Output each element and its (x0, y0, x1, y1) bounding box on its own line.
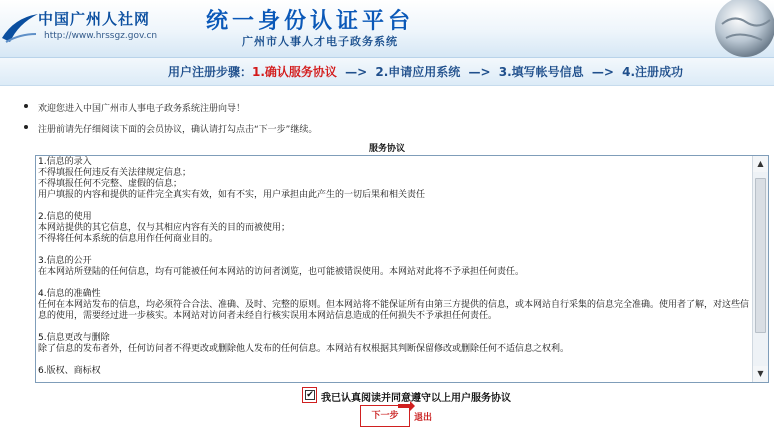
scroll-down-icon[interactable]: ▼ (753, 366, 768, 382)
step-separator: —> (345, 65, 368, 79)
step-1-current: 1.确认服务协议 (252, 65, 337, 79)
step-2: 2.申请应用系统 (375, 65, 461, 79)
step-4: 4.注册成功 (622, 65, 684, 79)
scroll-up-icon[interactable]: ▲ (753, 156, 768, 172)
logo-swoosh-icon (0, 8, 40, 48)
globe-icon (712, 0, 774, 58)
step-separator: —> (468, 65, 491, 79)
agreement-title: 服务协议 (368, 144, 405, 154)
platform-subtitle: 广州市人事人才电子政务系统 (242, 35, 398, 48)
agree-label[interactable]: 我已认真阅读并同意遵守以上用户服务协议 (321, 393, 511, 404)
site-header (0, 0, 774, 58)
instruction-notice (38, 122, 317, 135)
next-button[interactable]: 下一步 (364, 409, 406, 423)
step-separator: —> (591, 65, 614, 79)
steps-prefix: 用户注册步骤： (168, 65, 253, 79)
checkbox-highlight (302, 387, 317, 403)
agreement-textarea[interactable] (35, 155, 769, 383)
platform-title: 统一身份认证平台 (206, 8, 415, 34)
step-3: 3.填写帐号信息 (498, 65, 584, 79)
agreement-text: 1.信息的录入 不得填报任何违反有关法律规定信息； 不得填报任何不完整、虚假的信息； 用户填报的内容和提供的证件完全真实有效，如有不实，用户承担由此产生的一切后果和相关责任 2.信息的使用 本网站提供的其它信息，仅与其相应内容有关的目的而被使用； 不得将任何本系统的信息用作任何商业目的。 3.信息的公开 在本网站所登陆的任何信息，均有可能被任何本网站的访问者浏览，也可能被错误使用。本网站对此将不予承担任何责任。 4.信息的准确性 任何在本网站发布的信息，均必须符合合法、准确、及时、完整的原则。但本网站将不能保证所有由第三方提供的信息，或本网站自行采集的信息完全准确。使用者了解，对这些信息的使用，需要经过进一步核实。本网站对访问者未经自行核实误用本网站信息造成的任何损失不予承担任何责任。 5.信息更改与删除 除了信息的发布者外，任何访问者不得更改或删除他人发布的任何信息。本网站有权根据其判断保留修改或删除任何不适信息之权利。 6.版权、商标权 (38, 157, 750, 376)
bullet-icon (24, 104, 28, 108)
pointer-arrow-icon (396, 400, 416, 414)
logo-url: http://www.hrssgz.gov.cn (44, 31, 158, 41)
exit-link[interactable]: 退出 (414, 413, 433, 423)
instruction-notice-text: 注册前请先仔细阅读下面的会员协议，确认请打勾点击“下一步”继续。 (38, 125, 318, 135)
registration-steps (0, 58, 774, 86)
scroll-thumb[interactable] (755, 178, 766, 333)
welcome-notice-text: 欢迎您进入中国广州市人事电子政务系统注册向导！ (38, 104, 246, 114)
agree-checkbox[interactable]: ✔ (306, 390, 314, 400)
welcome-notice (38, 101, 245, 114)
bullet-icon (24, 125, 28, 129)
logo-title: 中国广州人社网 (38, 10, 151, 28)
agreement-scrollbar[interactable] (752, 156, 768, 382)
